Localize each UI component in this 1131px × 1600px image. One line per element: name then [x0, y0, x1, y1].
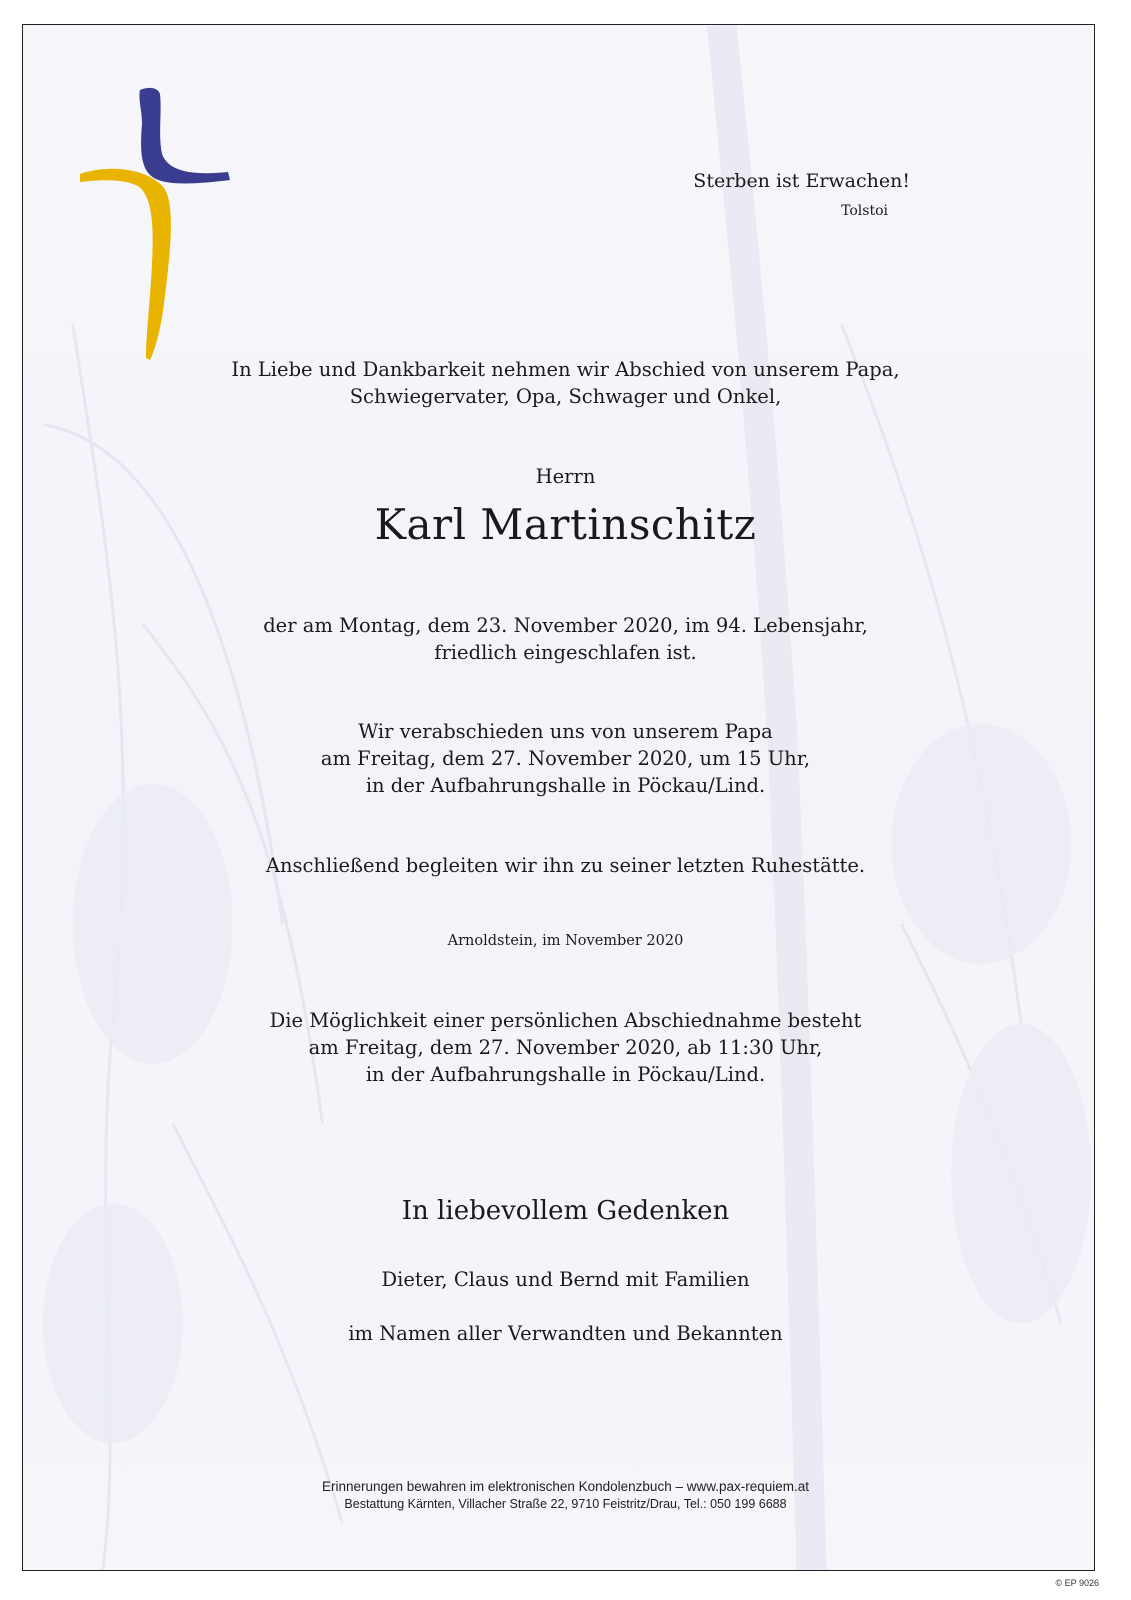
cross-yellow-stroke [80, 169, 171, 360]
farewell-line-1: Wir verabschieden uns von unserem Papa [358, 720, 773, 743]
intro-line-2: Schwiegervater, Opa, Schwager und Onkel, [349, 385, 782, 408]
footer-condolence-line: Erinnerungen bewahren im elektronischen Kondolenzbuch – www.pax-requiem.at [321, 1479, 810, 1494]
burial-line: Anschließend begleiten wir ihn zu seiner letzten Ruhestätte. [265, 854, 866, 877]
viewing-line-1: Die Möglichkeit einer persönlichen Abschiednahme besteht [269, 1009, 862, 1032]
salutation: Herrn [535, 465, 596, 488]
cross-logo-icon [78, 84, 238, 374]
intro-line-1: In Liebe und Dankbarkeit nehmen wir Abschied von unserem Papa, [231, 358, 900, 381]
deceased-name: Karl Martinschitz [374, 500, 757, 549]
death-line-1: der am Montag, dem 23. November 2020, im 94. Lebensjahr, [263, 614, 868, 637]
quote-author: Tolstoi [841, 203, 888, 219]
memorial-relatives: im Namen aller Verwandten und Bekannten [348, 1322, 783, 1345]
death-line-2: friedlich eingeschlafen ist. [434, 641, 697, 664]
cross-blue-stroke [139, 88, 230, 184]
quote-text: Sterben ist Erwachen! [693, 170, 910, 192]
viewing-line-2: am Freitag, dem 27. November 2020, ab 11:30 Uhr, [308, 1036, 823, 1059]
footer-address-line: Bestattung Kärnten, Villacher Straße 22, 9710 Feistritz/Drau, Tel.: 050 199 6688 [344, 1497, 787, 1511]
farewell-line-3: in der Aufbahrungshalle in Pöckau/Lind. [365, 774, 766, 797]
viewing-line-3: in der Aufbahrungshalle in Pöckau/Lind. [365, 1063, 766, 1086]
farewell-line-2: am Freitag, dem 27. November 2020, um 15 Uhr, [320, 747, 811, 770]
memorial-heading: In liebevollem Gedenken [401, 1196, 730, 1226]
memorial-family: Dieter, Claus und Bernd mit Familien [381, 1268, 750, 1291]
copyright-code: © EP 9026 [1055, 1578, 1099, 1588]
place-date: Arnoldstein, im November 2020 [447, 933, 684, 949]
